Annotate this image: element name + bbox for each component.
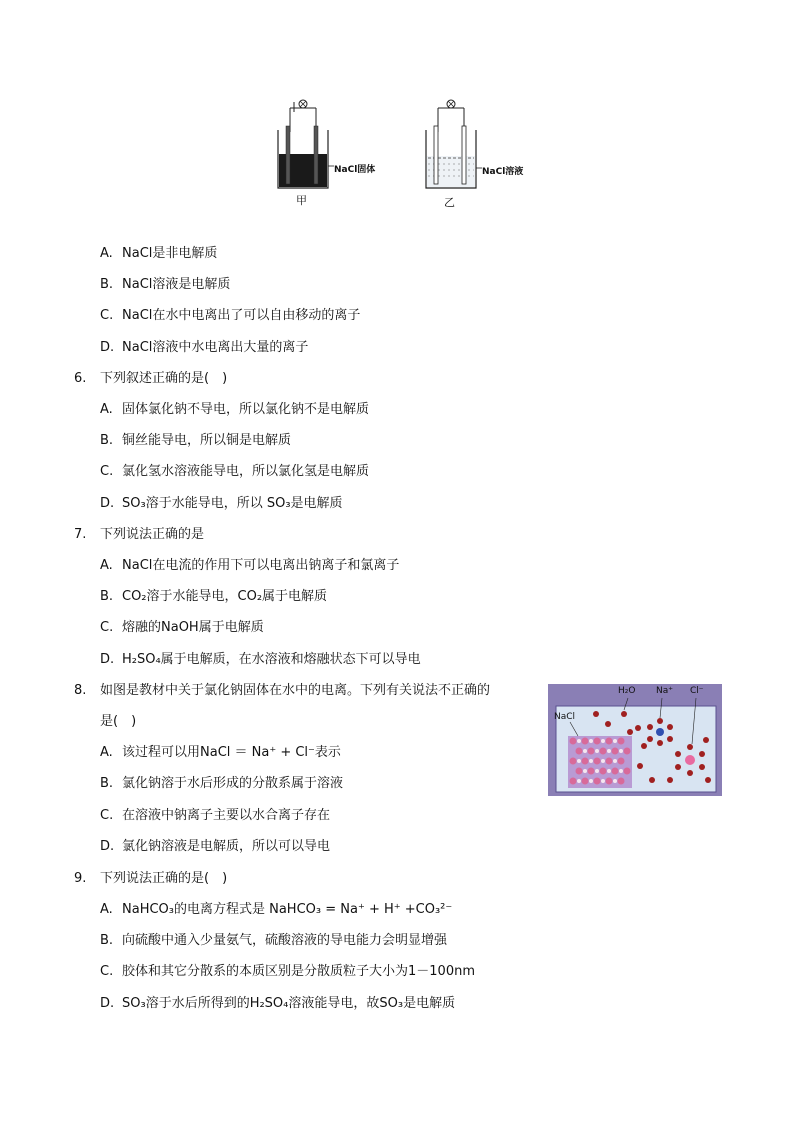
fig-label-na: Na⁺ — [656, 686, 673, 696]
q7-option-d: D. H₂SO₄属于电解质，在水溶液和熔融状态下可以导电 — [100, 652, 421, 667]
q6-option-a: A. 固体氯化钠不导电，所以氯化钠不是电解质 — [100, 402, 370, 417]
q6-option-b: B. 铜丝能导电，所以铜是电解质 — [100, 433, 292, 448]
nacl-dissolution-figure — [548, 684, 722, 796]
q7-option-c: C. 熔融的NaOH属于电解质 — [100, 620, 264, 635]
q6-option-d: D. SO₃溶于水能导电，所以 SO₃是电解质 — [100, 496, 343, 511]
q8-option-c: C. 在溶液中钠离子主要以水合离子存在 — [100, 808, 331, 823]
q8-number: 8. — [74, 683, 87, 698]
nacl-lattice — [568, 736, 632, 788]
q7-number: 7. — [74, 527, 87, 542]
q6-option-c: C. 氯化氢水溶液能导电，所以氯化氢是电解质 — [100, 464, 370, 479]
q9-option-d: D. SO₃溶于水后所得到的H₂SO₄溶液能导电，故SO₃是电解质 — [100, 996, 456, 1011]
caption-jia: 甲 — [296, 194, 307, 207]
q5-option-b: B. NaCl溶液是电解质 — [100, 277, 231, 292]
fig-label-h2o: H₂O — [618, 686, 636, 696]
q7-stem: 下列说法正确的是 — [100, 527, 205, 542]
q7-option-b: B. CO₂溶于水能导电，CO₂属于电解质 — [100, 589, 328, 604]
q5-option-d: D. NaCl溶液中水电离出大量的离子 — [100, 340, 309, 355]
beaker-yi — [426, 100, 482, 188]
beaker-jia — [278, 100, 334, 188]
q8-option-b: B. 氯化钠溶于水后形成的分散系属于溶液 — [100, 776, 344, 791]
conductivity-diagram — [268, 92, 538, 210]
nacl-solution-label: NaCl溶液 — [482, 167, 524, 177]
q8-stem-line1: 如图是教材中关于氯化钠固体在水中的电离。下列有关说法不正确的 — [100, 683, 491, 698]
nacl-dissolution-diagram — [548, 684, 722, 796]
q8-stem-line2: 是( ) — [100, 714, 137, 729]
fig-label-nacl: NaCl — [554, 712, 576, 722]
fig-label-cl: Cl⁻ — [690, 686, 704, 696]
q8-option-a: A. 该过程可以用NaCl ＝ Na⁺ + Cl⁻表示 — [100, 745, 341, 760]
q5-option-a: A. NaCl是非电解质 — [100, 246, 218, 261]
q9-stem: 下列说法正确的是( ) — [100, 871, 228, 886]
caption-yi: 乙 — [444, 196, 455, 209]
nacl-solid-label: NaCl固体 — [334, 165, 376, 175]
q9-option-c: C. 胶体和其它分散系的本质区别是分散质粒子大小为1－100nm — [100, 964, 475, 979]
q6-number: 6. — [74, 371, 87, 386]
q6-stem: 下列叙述正确的是( ) — [100, 371, 228, 386]
q9-option-a: A. NaHCO₃的电离方程式是 NaHCO₃ = Na⁺ + H⁺ +CO₃²⁻ — [100, 902, 453, 917]
conductivity-figure — [268, 92, 538, 210]
q7-option-a: A. NaCl在电流的作用下可以电离出钠离子和氯离子 — [100, 558, 400, 573]
q8-option-d: D. 氯化钠溶液是电解质，所以可以导电 — [100, 839, 331, 854]
q9-option-b: B. 向硫酸中通入少量氨气，硫酸溶液的导电能力会明显增强 — [100, 933, 448, 948]
q9-number: 9. — [74, 871, 87, 886]
q5-option-c: C. NaCl在水中电离出了可以自由移动的离子 — [100, 308, 361, 323]
